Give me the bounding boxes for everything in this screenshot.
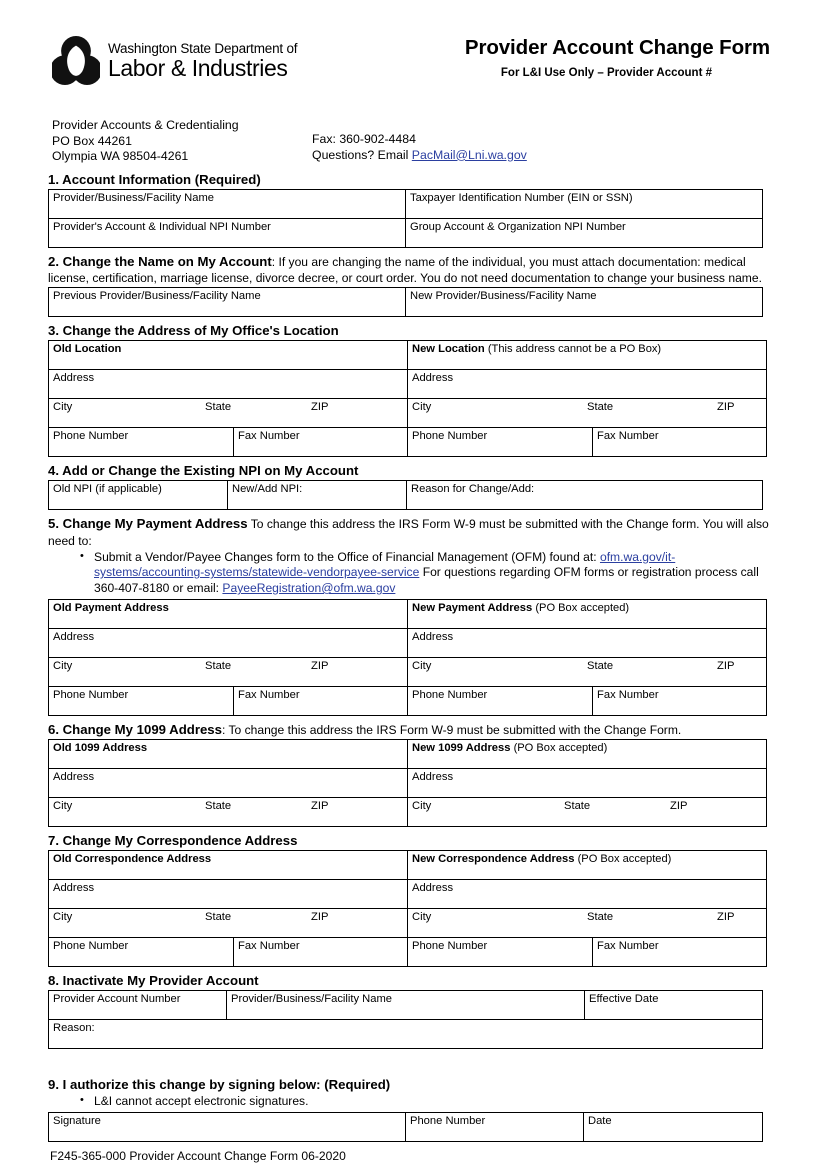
questions-email-line [312,148,527,164]
field-old-correspondence-phone[interactable]: Phone Number [49,938,234,967]
section-1-table [48,189,763,248]
old-payment-address-header: Old Payment Address [49,599,408,628]
section-5-bullets [48,550,770,597]
field-old-npi[interactable]: Old NPI (if applicable) [49,481,228,510]
new-1099-subnote: (PO Box accepted) [513,741,608,754]
field-old-fax[interactable]: Fax Number [234,428,408,457]
page-header [48,30,770,116]
field-new-address[interactable]: Address [408,370,767,399]
field-new-1099-city-state-zip[interactable] [408,797,767,826]
ofm-bullet-pre: Submit a Vendor/Payee Changes form to the Office of Financial Management (OFM) found at: [94,549,600,564]
field-new-city-state-zip[interactable] [408,399,767,428]
table-row [49,797,767,826]
form-content [48,30,770,1163]
table-row [49,880,767,909]
field-new-npi[interactable]: New/Add NPI: [228,481,407,510]
city-state-zip: Olympia WA 98504-4261 [52,149,189,164]
table-row [49,481,763,510]
old-payment-zip-label: ZIP [311,659,329,672]
new-location-header: New Location (This address cannot be a PO Box) [408,341,767,370]
new-1099-address-header: New 1099 Address (PO Box accepted) [408,739,767,768]
contact-block [48,118,770,166]
ofm-bullet-mid: For questions regarding OFM forms or registration process call 360-407-8180 or email: [94,565,759,596]
agency-line2: Labor & Industries [108,54,288,81]
field-old-payment-phone[interactable]: Phone Number [49,686,234,715]
section-2-heading [48,254,770,286]
field-new-1099-address[interactable]: Address [408,768,767,797]
table-row [49,599,767,628]
field-signature-phone[interactable]: Phone Number [406,1112,584,1141]
old-corr-zip-label: ZIP [311,911,329,923]
field-old-payment-address[interactable]: Address [49,628,408,657]
list-item [48,550,770,597]
old-state-label: State [205,401,232,414]
table-row [49,851,767,880]
new-corr-city-label: City [412,911,432,923]
old-payment-city-label: City [53,659,73,672]
po-box: PO Box 44261 [52,133,132,148]
field-new-payment-city-state-zip[interactable] [408,657,767,686]
old-1099-state-label: State [205,799,232,812]
table-row [49,909,767,938]
section-5-table [48,599,767,716]
section-4-heading: 4. Add or Change the Existing NPI on My Account [48,463,359,479]
section-3-table [48,340,767,457]
field-old-correspondence-city-state-zip[interactable] [49,909,408,938]
field-old-city-state-zip[interactable] [49,399,408,428]
field-inactivate-provider-name[interactable]: Provider/Business/Facility Name [227,991,585,1020]
section-1-heading: 1. Account Information (Required) [48,172,261,187]
questions-label: Questions? Email [312,147,412,162]
section-8-table [48,990,763,1049]
field-npi-reason[interactable]: Reason for Change/Add: [407,481,763,510]
form-title: Provider Account Change Form [464,36,770,59]
field-old-phone[interactable]: Phone Number [49,428,234,457]
new-corr-zip-label: ZIP [717,911,735,923]
section-5-heading-bold: 5. Change My Payment Address [48,516,248,532]
table-row [49,991,763,1020]
field-provider-npi[interactable]: Provider's Account & Individual NPI Number [49,219,406,248]
section-3-heading: 3. Change the Address of My Office's Location [48,323,339,339]
table-row [49,341,767,370]
section-4-table [48,480,763,510]
pacmail-email-link[interactable]: PacMail@Lni.wa.gov [411,147,527,162]
old-corr-city-label: City [53,911,73,923]
section-9-table [48,1112,763,1142]
field-new-fax[interactable]: Fax Number [593,428,767,457]
table-row [49,938,767,967]
new-1099-state-label: State [564,799,591,812]
field-old-payment-city-state-zip[interactable] [49,657,408,686]
old-1099-address-header: Old 1099 Address [49,739,408,768]
field-new-correspondence-address[interactable]: Address [408,880,767,909]
table-row [49,219,763,248]
old-correspondence-header: Old Correspondence Address [49,851,408,880]
section-6-heading [48,722,770,738]
field-new-name[interactable]: New Provider/Business/Facility Name [406,288,763,317]
new-zip-label: ZIP [717,401,735,414]
field-new-payment-phone[interactable]: Phone Number [408,686,593,715]
ofm-website-link[interactable]: ofm.wa.gov/it-systems/accounting-systems/statewide-vendorpayee-service [94,549,676,580]
old-1099-city-label: City [53,799,73,812]
field-old-1099-address[interactable]: Address [49,768,408,797]
office-name: Provider Accounts & Credentialing [52,118,239,132]
table-row [49,768,767,797]
form-footer: F245-365-000 Provider Account Change Form 06-2020 [50,1148,346,1163]
table-row [49,657,767,686]
section-7-table [48,850,767,967]
field-previous-name[interactable]: Previous Provider/Business/Facility Name [49,288,406,317]
old-city-label: City [53,401,73,414]
field-provider-name[interactable]: Provider/Business/Facility Name [49,190,406,219]
new-1099-zip-label: ZIP [670,799,688,812]
payee-registration-email-link[interactable]: PayeeRegistration@ofm.wa.gov [222,581,396,596]
field-new-correspondence-fax[interactable]: Fax Number [593,938,767,967]
old-1099-zip-label: ZIP [311,799,329,812]
new-correspondence-header: New Correspondence Address (PO Box accepted) [408,851,767,880]
new-payment-city-label: City [412,659,432,672]
old-payment-state-label: State [205,659,232,672]
field-new-correspondence-city-state-zip[interactable] [408,909,767,938]
new-correspondence-subnote: (PO Box accepted) [577,853,672,865]
table-row [49,428,767,457]
table-row [49,1020,763,1049]
field-new-correspondence-phone[interactable]: Phone Number [408,938,593,967]
section-9-heading: 9. I authorize this change by signing below: (Required) [48,1077,391,1093]
table-row [49,628,767,657]
new-payment-zip-label: ZIP [717,659,735,672]
fax-number: Fax: 360-902-4484 [312,132,416,146]
old-location-header: Old Location [49,341,408,370]
field-old-correspondence-address[interactable]: Address [49,880,408,909]
old-zip-label: ZIP [311,401,329,414]
section-2-table [48,287,763,317]
section-2-heading-note: : If you are changing the name of the individual, you must attach documentation: medical license, certification, marriage license, divorce decree, or court order. You do not need documentation to change your business name. [48,255,762,286]
section-9-bullets [48,1094,770,1110]
field-old-correspondence-fax[interactable]: Fax Number [234,938,408,967]
agency-line1: Washington State Department of [108,41,298,57]
table-row [49,739,767,768]
section-5-heading-note: To change this address the IRS Form W-9 must be submitted with the Change form. You will also need to: [48,517,769,548]
lni-use-only-label: For L&I Use Only – Provider Account # [500,67,712,79]
mailing-address [52,118,239,165]
list-item: • L&I cannot accept electronic signatures. [48,1094,770,1110]
section-6-heading-bold: 6. Change My 1099 Address [48,721,222,737]
table-row [49,190,763,219]
section-7-heading: 7. Change My Correspondence Address [48,832,298,848]
new-1099-city-label: City [412,799,432,812]
new-payment-state-label: State [587,659,614,672]
section-6-heading-note: : To change this address the IRS Form W-9 must be submitted with the Change Form. [221,722,682,737]
field-new-payment-address[interactable]: Address [408,628,767,657]
table-row [49,686,767,715]
section-5-heading [48,516,770,548]
section-2-heading-bold: 2. Change the Name on My Account [48,254,272,270]
old-corr-state-label: State [205,911,232,923]
new-payment-subnote: (PO Box accepted) [535,601,630,614]
new-corr-state-label: State [587,911,614,923]
three-circles-logo-icon [52,36,100,86]
field-signature-date[interactable]: Date [584,1112,763,1141]
new-city-label: City [412,401,432,414]
table-row [49,370,767,399]
field-effective-date[interactable]: Effective Date [585,991,763,1020]
table-row [49,288,763,317]
title-block [375,36,770,80]
field-old-1099-city-state-zip[interactable] [49,797,408,826]
new-location-subnote: (This address cannot be a PO Box) [487,343,662,356]
field-new-payment-fax[interactable]: Fax Number [593,686,767,715]
field-old-payment-fax[interactable]: Fax Number [234,686,408,715]
agency-name [108,42,297,80]
field-tin[interactable]: Taxpayer Identification Number (EIN or SSN) [406,190,763,219]
contact-methods [312,132,527,163]
new-payment-address-header: New Payment Address (PO Box accepted) [408,599,767,628]
field-group-npi[interactable]: Group Account & Organization NPI Number [406,219,763,248]
section-6-table [48,739,767,827]
table-row [49,1112,763,1141]
field-new-phone[interactable]: Phone Number [408,428,593,457]
section-8-heading: 8. Inactivate My Provider Account [48,973,259,988]
field-old-address[interactable]: Address [49,370,408,399]
field-inactivate-reason[interactable]: Reason: [49,1020,763,1049]
table-row [49,399,767,428]
agency-logo-block [52,36,297,86]
field-provider-account-number[interactable]: Provider Account Number [49,991,227,1020]
field-signature[interactable]: Signature [49,1112,406,1141]
new-state-label: State [587,401,614,414]
